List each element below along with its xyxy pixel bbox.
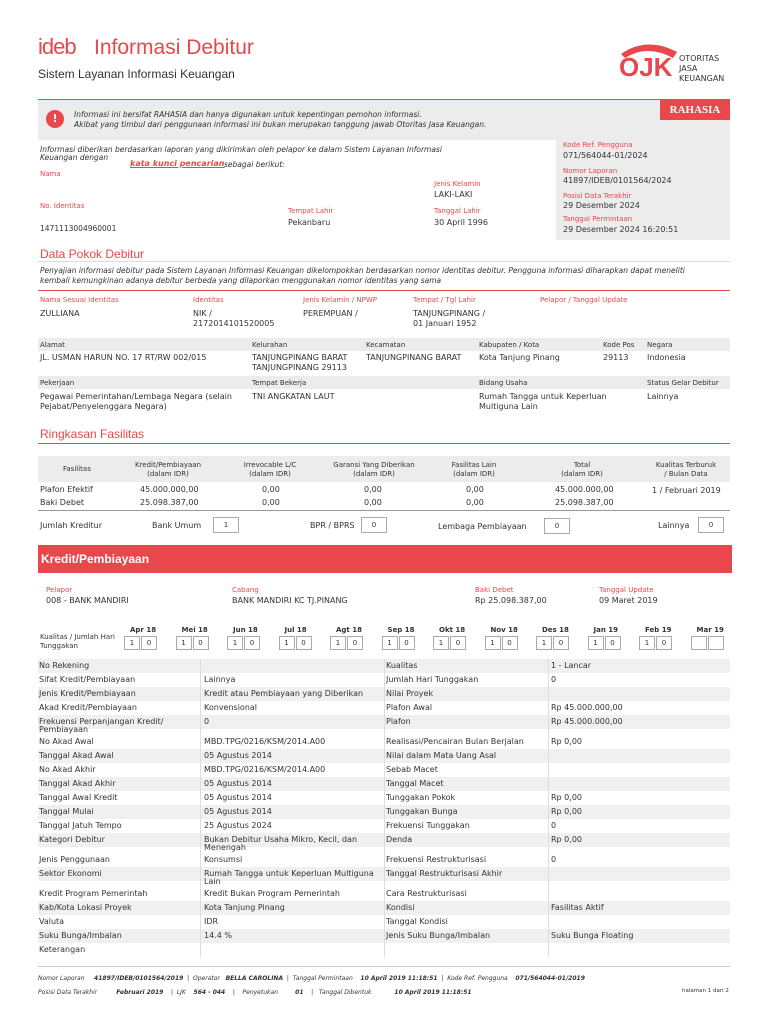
section-title-pokok: Data Pokok Debitur: [40, 247, 145, 261]
page-subtitle: Sistem Layanan Informasi Keuangan: [38, 67, 235, 81]
kredit-header-bar: [38, 545, 732, 573]
detail-cell: Suku Bunga/Imbalan: [39, 931, 122, 940]
footer-line1: Nomor Laporan 41897/IDEB/0101564/2019 | Operator BELLA CAROLINA | Tanggal Permintaan 10 April 2019 11:18:51 | Kode Ref. Pengguna 071/564044-01/2019: [38, 975, 585, 982]
month-label: Feb 19: [645, 626, 672, 634]
detail-cell: Jenis Suku Bunga/Imbalan: [386, 931, 491, 940]
detail-cell: Keterangan: [39, 945, 86, 954]
month-label: Okt 18: [439, 626, 466, 634]
detail-cell: Rp 45.000.000,00: [551, 703, 623, 712]
detail-cell: MBD.TPG/0216/KSM/2014.A00: [204, 737, 326, 746]
kata-kunci-link[interactable]: kata kunci pencarian: [130, 159, 225, 168]
month-days-box: 0: [553, 636, 569, 650]
month-days-box: 0: [502, 636, 518, 650]
month-quality-box: 1: [330, 636, 346, 650]
detail-cell: Kualitas: [386, 661, 418, 670]
month-empty-box: [691, 636, 707, 650]
debitur-name: ZULLIANA: [40, 309, 80, 318]
month-quality-box: 1: [382, 636, 398, 650]
detail-cell: 0: [551, 675, 557, 684]
detail-cell: MBD.TPG/0216/KSM/2014.A00: [204, 765, 326, 774]
detail-cell: Frekuensi Restrukturisasi: [386, 855, 487, 864]
month-quality-box: 1: [227, 636, 243, 650]
detail-cell: Akad Kredit/Pembiayaan: [39, 703, 137, 712]
detail-cell: Tanggal Akad Awal: [39, 751, 114, 760]
month-quality-box: 1: [176, 636, 192, 650]
month-quality-box: 1: [124, 636, 140, 650]
detail-cell: Lainnya: [204, 675, 236, 684]
detail-cell: Rp 45.000.000,00: [551, 717, 623, 726]
detail-cell: Plafon Awal: [386, 703, 433, 712]
detail-cell: 05 Agustus 2014: [204, 807, 272, 816]
detail-cell: Kab/Kota Lokasi Proyek: [39, 903, 132, 912]
month-label: Sep 18: [387, 626, 415, 634]
detail-cell: Denda: [386, 835, 413, 844]
month-days-box: 0: [296, 636, 312, 650]
detail-cell: 05 Agustus 2014: [204, 751, 272, 760]
detail-cell: Konvensional: [204, 703, 258, 712]
month-label: Nov 18: [490, 626, 518, 634]
detail-cell: 0: [551, 821, 557, 830]
month-days-box: 0: [347, 636, 363, 650]
month-days-box: 0: [399, 636, 415, 650]
intro-text: Informasi diberikan berdasarkan laporan yang dikirimkan oleh pelapor ke dalam Sistem Layanan Informasi: [40, 145, 442, 154]
nama-label: Nama: [40, 170, 61, 178]
month-days-box: 0: [450, 636, 466, 650]
detail-cell: Kategori Debitur: [39, 835, 105, 844]
reference-box: Kode Ref. Pengguna 071/564044-01/2024 Nomor Laporan 41897/IDEB/0101564/2024 Posisi Data Terakhir 29 Desember 2024 Tanggal Permintaan 29 Desember 2024 16:20:51: [556, 140, 730, 240]
month-label: Des 18: [542, 626, 569, 634]
detail-cell: Konsumsi: [204, 855, 243, 864]
detail-cell: 05 Agustus 2014: [204, 779, 272, 788]
detail-cell: Kredit Bukan Program Pemerintah: [204, 889, 340, 898]
page-title: Informasi Debitur: [94, 36, 254, 59]
detail-cell: Valuta: [39, 917, 65, 926]
detail-cell: Kota Tanjung Pinang: [204, 903, 285, 912]
month-label: Agt 18: [336, 626, 362, 634]
detail-cell-wrap: Lain: [204, 877, 221, 886]
month-days-box: 0: [244, 636, 260, 650]
detail-cell: No Rekening: [39, 661, 90, 670]
month-quality-box: 1: [639, 636, 655, 650]
section-title-kredit: Kredit/Pembiayaan: [41, 552, 150, 566]
detail-cell: Tanggal Jatuh Tempo: [39, 821, 122, 830]
detail-cell: 0: [551, 855, 557, 864]
detail-cell: Rumah Tangga untuk Keperluan Multiguna: [204, 869, 374, 878]
detail-cell: 05 Agustus 2014: [204, 793, 272, 802]
detail-cell: Tanggal Restrukturisasi Akhir: [386, 869, 503, 878]
month-days-box: 0: [605, 636, 621, 650]
month-label: Mar 19: [696, 626, 724, 634]
detail-cell: Frekuensi Perpanjangan Kredit/: [39, 717, 164, 726]
detail-cell: Tanggal Macet: [386, 779, 444, 788]
detail-cell: Tunggakan Bunga: [386, 807, 458, 816]
month-label: Jun 18: [233, 626, 258, 634]
detail-cell: 1 - Lancar: [551, 661, 592, 670]
detail-cell: Suku Bunga Floating: [551, 931, 634, 940]
detail-cell: Kondisi: [386, 903, 415, 912]
detail-cell: Tanggal Awal Kredit: [39, 793, 118, 802]
month-quality-box: 1: [588, 636, 604, 650]
month-label: Mei 18: [181, 626, 208, 634]
ojk-logo: OJK OTORITAS JASA KEUANGAN: [617, 38, 737, 88]
rahasia-badge: RAHASIA: [660, 100, 730, 120]
detail-cell: Nilai Proyek: [386, 689, 434, 698]
notice-line1: Informasi ini bersifat RAHASIA dan hanya digunakan untuk kepentingan pemohon informasi.: [74, 110, 422, 119]
month-label: Jan 19: [593, 626, 618, 634]
notice-box: [38, 100, 730, 140]
detail-cell: Jumlah Hari Tunggakan: [386, 675, 479, 684]
detail-cell: No Akad Awal: [39, 737, 94, 746]
month-days-box: 0: [141, 636, 157, 650]
month-quality-box: 1: [485, 636, 501, 650]
detail-cell: Kredit atau Pembiayaan yang Diberikan: [204, 689, 364, 698]
month-label: Jul 18: [284, 626, 307, 634]
month-days-box: 0: [193, 636, 209, 650]
detail-cell: Kredit Program Pemerintah: [39, 889, 148, 898]
month-quality-box: 1: [536, 636, 552, 650]
detail-cell: Cara Restrukturisasi: [386, 889, 467, 898]
detail-cell: Tanggal Akad Akhir: [39, 779, 116, 788]
month-empty-box: [708, 636, 724, 650]
detail-cell: Tunggakan Pokok: [386, 793, 456, 802]
month-quality-box: 1: [279, 636, 295, 650]
detail-cell: Rp 0,00: [551, 737, 582, 746]
info-icon: !: [46, 110, 64, 128]
detail-cell: IDR: [204, 917, 219, 926]
detail-cell: Bukan Debitur Usaha Mikro, Kecil, dan: [204, 835, 358, 844]
detail-cell: Fasilitas Aktif: [551, 903, 604, 912]
detail-cell: No Akad Akhir: [39, 765, 96, 774]
detail-cell: Jenis Kredit/Pembiayaan: [39, 689, 136, 698]
detail-cell-wrap: Menengah: [204, 843, 246, 852]
detail-cell: 25 Agustus 2024: [204, 821, 272, 830]
detail-cell: Frekuensi Tunggakan: [386, 821, 470, 830]
detail-cell: Realisasi/Pencairan Bulan Berjalan: [386, 737, 524, 746]
ideb-logo: ideb: [38, 34, 76, 59]
detail-cell: Rp 0,00: [551, 807, 582, 816]
detail-cell: Rp 0,00: [551, 793, 582, 802]
detail-cell: Tanggal Kondisi: [386, 917, 448, 926]
detail-cell: Sektor Ekonomi: [39, 869, 102, 878]
month-days-box: 0: [656, 636, 672, 650]
detail-cell: Sifat Kredit/Pembiayaan: [39, 675, 136, 684]
detail-cell: Jenis Penggunaan: [39, 855, 110, 864]
month-label: Apr 18: [130, 626, 157, 634]
footer-line2: Posisi Data Terakhir Februari 2019 | LJK 564 - 044 | Penyetukan 01 | Tanggal Dibentuk 10 April 2019 11:18:51: [38, 989, 472, 996]
detail-cell: Plafon: [386, 717, 411, 726]
notice-line2: Akibat yang timbul dari penggunaan informasi ini bukan merupakan tanggung jawab Otoritas Jasa Keuangan.: [74, 120, 487, 129]
detail-cell: 14.4 %: [204, 931, 232, 940]
detail-cell: 0: [204, 717, 210, 726]
detail-cell: Sebab Macet: [386, 765, 438, 774]
detail-cell: Tanggal Mulai: [39, 807, 94, 816]
section-title-ringkasan: Ringkasan Fasilitas: [40, 427, 145, 441]
detail-cell: Rp 0,00: [551, 835, 582, 844]
month-quality-box: 1: [433, 636, 449, 650]
detail-cell-wrap: Pembiayaan: [39, 725, 89, 734]
bank-umum-count: 1: [213, 517, 239, 533]
page-number: halaman 1 dari 2: [682, 988, 729, 994]
detail-cell: Nilai dalam Mata Uang Asal: [386, 751, 497, 760]
